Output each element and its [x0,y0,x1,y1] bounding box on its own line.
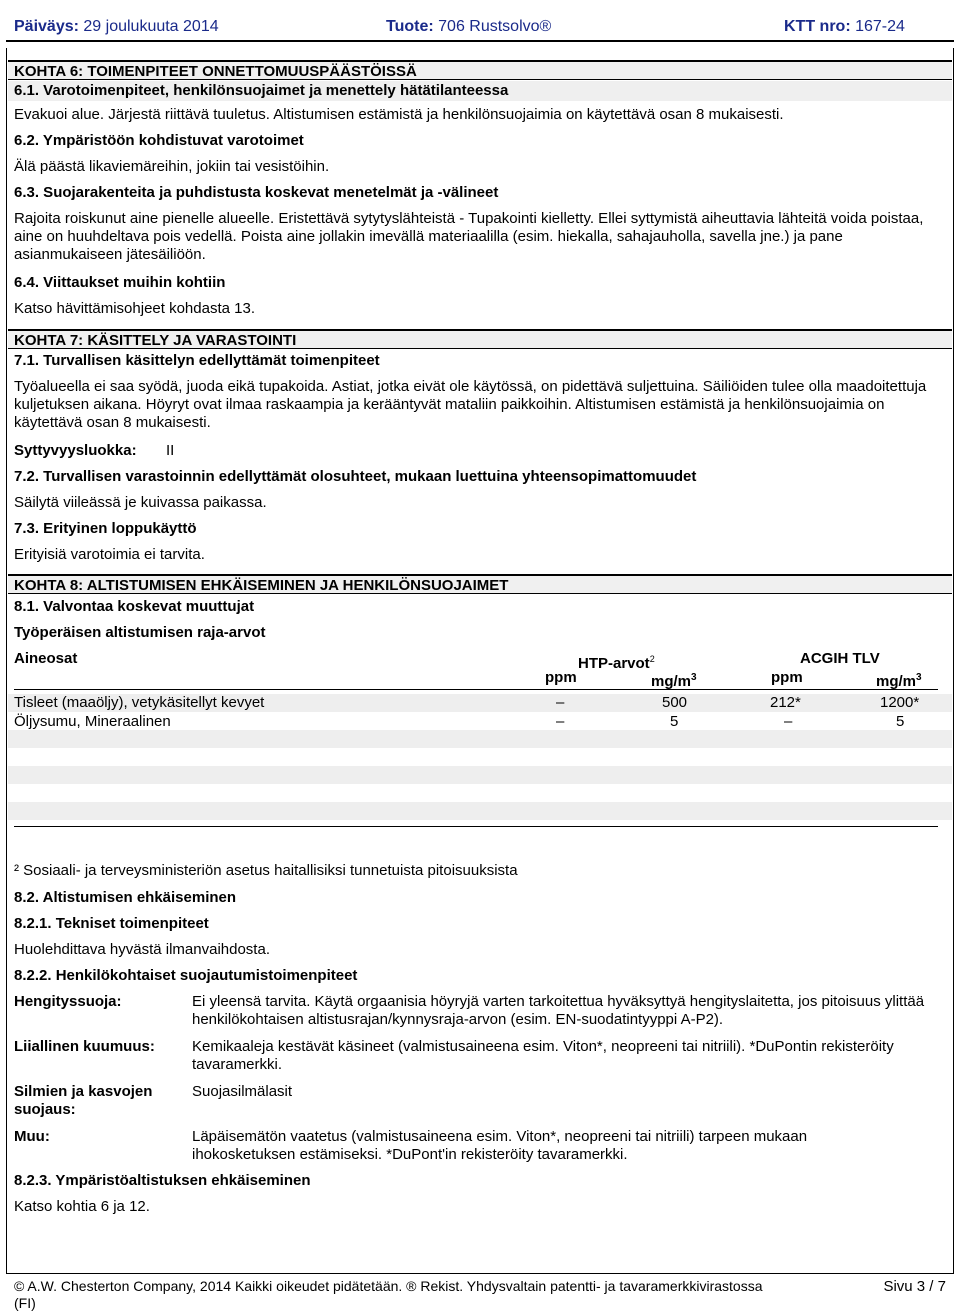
unit-tlv-ppm: ppm [771,669,803,686]
heading-6-4: 6.4. Viittaukset muihin kohtiin [14,274,226,291]
product: Tuote: 706 Rustsolvo® [386,18,552,35]
htp-mg: 500 [662,694,688,711]
heading-6-2: 6.2. Ympäristöön kohdistuvat varotoimet [14,132,304,149]
tlv-ppm: 212* [770,694,801,711]
ppe-label-other: Muu: [14,1128,50,1145]
ppe-text-heat: Kemikaaleja kestävät käsineet (valmistusaineena esim. Viton*, neopreeni tai nitriili). *DuPontin rekisteröity tavaramerkki. [192,1038,894,1073]
ktt-number: KTT nro: 167-24 [784,18,905,35]
text-8-2-3: Katso kohtia 6 ja 12. [14,1198,150,1215]
table-header-rule [14,689,938,690]
header-divider [6,40,954,42]
text-6-1: Evakuoi alue. Järjestä riittävä tuuletus. Altistumisen estämistä ja henkilönsuojaimia on käytettävä osan 8 mukaisesti. [14,106,784,123]
heading-8-2-1: 8.2.1. Tekniset toimenpiteet [14,915,209,932]
text-6-3: Rajoita roiskunut aine pienelle alueelle. Eristettävä sytytyslähteistä - Tupakointi kielletty. Ellei syttymistä aiheuttavia lähteitä voida poistaa, aine on huuhdeltava pois vedellä. Poista aine jollakin imevällä materiaalilla (esim. hiekalla, sahajauholla, savella jne.) ja pane asianmukaiseen jätesäiliöön. [14,210,924,263]
heading-7-2: 7.2. Turvallisen varastoinnin edellyttämät olosuhteet, mukaan luettuina yhteensopimattomuudet [14,468,697,485]
substance-name: Tisleet (maaöljy), vetykäsitellyt kevyet [14,694,265,711]
section-6-title: KOHTA 6: TOIMENPITEET ONNETTOMUUSPÄÄSTÖISSÄ [8,60,952,80]
flammability-class-label: Syttyvyysluokka: [14,442,137,459]
ppe-label-heat: Liiallinen kuumuus: [14,1038,155,1055]
ppe-text-eyes: Suojasilmälasit [192,1083,293,1100]
heading-8-2-3: 8.2.3. Ympäristöaltistuksen ehkäiseminen [14,1172,311,1189]
flammability-class-value: II [166,442,175,459]
heading-8-2: 8.2. Altistumisen ehkäiseminen [14,889,237,906]
heading-7-1: 7.1. Turvallisen käsittelyn edellyttämät toimenpiteet [14,352,380,369]
heading-6-3: 6.3. Suojarakenteita ja puhdistusta koskevat menetelmät ja -välineet [14,184,499,201]
unit-htp-ppm: ppm [545,669,577,686]
ppe-label-respiratory: Hengityssuoja: [14,993,122,1010]
ppe-text-respiratory: Ei yleensä tarvita. Käytä orgaanisia höyryjä varten tarkoitettua hyväksyttyä hengityslaitetta, jos pitoisuus ylittää henkilökohtaisen altistusrajan/kynnysraja-arvon (esim. EN-suodatintyyppi A-P2). [192,993,925,1028]
heading-8-1: 8.1. Valvontaa koskevat muuttujat [14,598,255,615]
text-6-2: Älä päästä likaviemäreihin, jokiin tai vesistöihin. [14,158,330,175]
table-stripe [8,802,952,820]
col-acgih: ACGIH TLV [800,650,880,667]
date: Päiväys: 29 joulukuuta 2014 [14,18,219,35]
substance-name: Öljysumu, Mineraalinen [14,713,171,730]
tlv-ppm: – [784,713,793,730]
text-7-1: Työalueella ei saa syödä, juoda eikä tupakoida. Astiat, jotka eivät ole käytössä, on pidettävä suljettuina. Säiliöiden tulee olla maadoitettuja kuljetuksen aikana. Höyryt ovat ilmaa raskaampia ja kerääntyvät mataliin paikkoihin. Altistumisen estämistä ja henkilönsuojaimia on käytettävä osan 8 mukaisesti. [14,378,927,431]
heading-7-3: 7.3. Erityinen loppukäyttö [14,520,197,537]
tlv-mg: 1200* [880,694,920,711]
text-7-2: Säilytä viileässä je kuivassa paikassa. [14,494,267,511]
col-substance: Aineosat [14,650,78,667]
heading-6-1: 6.1. Varotoimenpiteet, henkilönsuojaimet ja menettely hätätilanteessa [8,81,952,101]
col-htp: HTP-arvot$^2$ [578,654,655,672]
text-7-3: Erityisiä varotoimia ei tarvita. [14,546,205,563]
section-7-title: KOHTA 7: KÄSITTELY JA VARASTOINTI [8,329,952,349]
table-bottom-rule [14,826,938,827]
footnote: ² Sosiaali- ja terveysministeriön asetus haitallisiksi tunnetuista pitoisuuksista [14,862,518,879]
copyright: © A.W. Chesterton Company, 2014 Kaikki oikeudet pidätetään. ® Rekist. Yhdysvaltain patentti- ja tavaramerkkivirastossa [14,1278,763,1294]
page-header [0,0,960,38]
heading-exposure-limits: Työperäisen altistumisen raja-arvot [14,624,266,641]
table-stripe [8,730,952,748]
htp-mg: 5 [670,713,679,730]
htp-ppm: – [556,713,565,730]
page-number: Sivu 3 / 7 [883,1278,946,1295]
ppe-text-other: Läpäisemätön vaatetus (valmistusaineena esim. Viton*, neopreeni tai nitriili) tarpeen mukaan ihokosketuksen estämiseksi. *DuPont'in rekisteröity tavaramerkki. [192,1128,808,1163]
unit-tlv-mg: $mg/m^3$ [876,672,922,690]
tlv-mg: 5 [896,713,905,730]
language-code: (FI) [14,1295,36,1311]
text-6-4: Katso hävittämisohjeet kohdasta 13. [14,300,255,317]
htp-ppm: – [556,694,565,711]
ppe-label-eyes: Silmien ja kasvojen suojaus: [14,1083,153,1118]
section-8-title: KOHTA 8: ALTISTUMISEN EHKÄISEMINEN JA HENKILÖNSUOJAIMET [8,574,952,594]
text-8-2-1: Huolehdittava hyvästä ilmanvaihdosta. [14,941,270,958]
heading-8-2-2: 8.2.2. Henkilökohtaiset suojautumistoimenpiteet [14,967,358,984]
unit-htp-mg: $mg/m^3$ [651,672,697,690]
table-stripe [8,766,952,784]
